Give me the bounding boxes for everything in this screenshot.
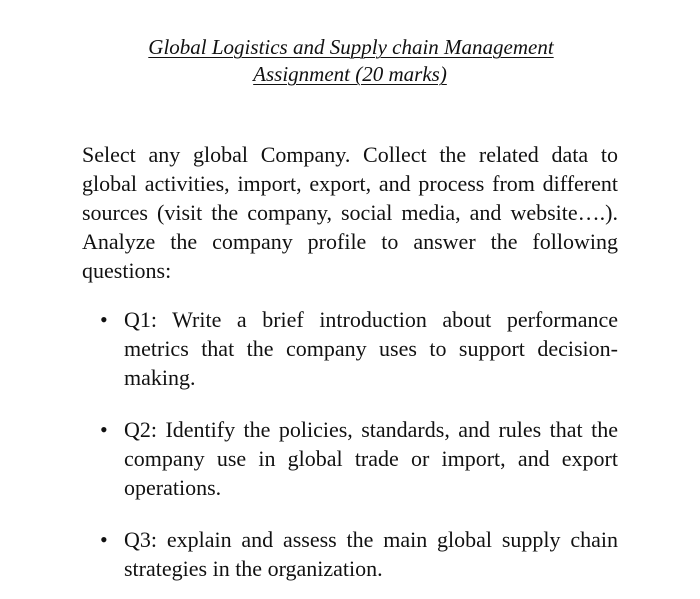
question-text: Q1: Write a brief introduction about performance metrics that the company uses to support decision-making. [124, 307, 618, 390]
title-line-course: Global Logistics and Supply chain Management [148, 35, 554, 59]
document-title [0, 34, 700, 88]
bullet-icon: • [100, 527, 108, 552]
question-text: Q3: explain and assess the main global supply chain strategies in the organization. [124, 527, 618, 581]
question-item-q1 [98, 305, 618, 392]
question-list [98, 305, 618, 583]
bullet-icon: • [100, 307, 108, 332]
title-line-assignment: Assignment (20 marks) [253, 62, 447, 86]
question-item-q2 [98, 415, 618, 502]
question-item-q3 [98, 525, 618, 583]
question-text: Q2: Identify the policies, standards, and rules that the company use in global trade or import, and export operations. [124, 417, 618, 500]
intro-paragraph: Select any global Company. Collect the related data to global activities, import, export, and process from different sources (visit the company, social media, and website….). Analyze the company profile to answer the following questions: [82, 142, 618, 283]
bullet-icon: • [100, 417, 108, 442]
